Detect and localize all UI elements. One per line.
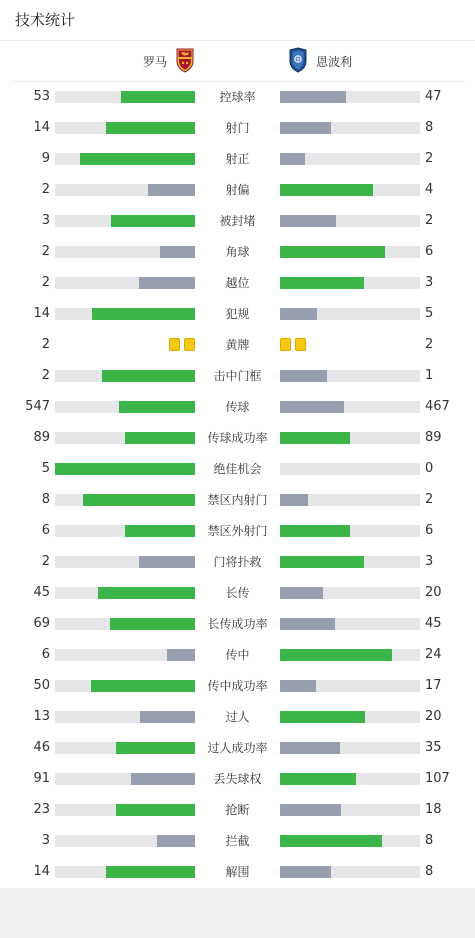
home-value: 3 xyxy=(41,213,50,228)
home-bar-track xyxy=(55,773,195,785)
stat-row-dribbles xyxy=(0,702,475,733)
away-bar-track xyxy=(280,370,420,382)
away-bar-fill xyxy=(280,308,317,320)
stat-row-cross-accuracy xyxy=(0,671,475,702)
home-bar-fill xyxy=(148,184,195,196)
stat-row-shots-off-target xyxy=(0,175,475,206)
home-bar-track xyxy=(55,432,195,444)
stat-row-blocked-shots xyxy=(0,206,475,237)
stat-label: 禁区内射门 xyxy=(207,493,268,507)
home-value: 3 xyxy=(41,833,50,848)
away-value: 3 xyxy=(425,275,434,290)
stat-label: 拦截 xyxy=(225,834,250,848)
stat-row-fouls xyxy=(0,299,475,330)
away-bar-fill xyxy=(280,742,340,754)
home-bar-fill xyxy=(125,525,195,537)
home-bar-fill xyxy=(98,587,195,599)
stat-row-crosses xyxy=(0,640,475,671)
away-bar-fill xyxy=(280,246,385,258)
home-value: 14 xyxy=(33,306,50,321)
away-yellow-cards xyxy=(280,338,420,352)
home-bar-fill xyxy=(139,277,195,289)
stat-label: 传球成功率 xyxy=(207,431,268,445)
home-bar-fill xyxy=(116,804,195,816)
home-bar-fill xyxy=(91,680,195,692)
home-bar-track xyxy=(55,401,195,413)
stat-row-woodwork xyxy=(0,361,475,392)
away-value: 1 xyxy=(425,368,434,383)
stat-label: 解围 xyxy=(225,865,250,879)
stat-label: 长传 xyxy=(225,586,250,600)
away-bar-fill xyxy=(280,587,323,599)
away-team[interactable] xyxy=(288,48,352,74)
stat-label: 绝佳机会 xyxy=(213,462,262,476)
home-bar-fill xyxy=(131,773,195,785)
home-value: 2 xyxy=(41,337,50,352)
away-bar-fill xyxy=(280,401,344,413)
home-value: 14 xyxy=(33,120,50,135)
away-bar-track xyxy=(280,835,420,847)
away-value: 2 xyxy=(425,492,434,507)
away-bar-track xyxy=(280,184,420,196)
home-bar-track xyxy=(55,711,195,723)
stat-row-possession xyxy=(0,82,475,113)
empoli-crest-icon xyxy=(288,47,308,76)
stat-row-shots-inside-box xyxy=(0,485,475,516)
stat-label: 击中门框 xyxy=(213,369,262,383)
away-bar-fill xyxy=(280,91,346,103)
home-value: 2 xyxy=(41,182,50,197)
stat-label: 抢断 xyxy=(225,803,250,817)
home-value: 6 xyxy=(41,523,50,538)
stat-row-clearances xyxy=(0,857,475,888)
stat-row-big-chances xyxy=(0,454,475,485)
away-bar-fill xyxy=(280,153,305,165)
home-bar-fill xyxy=(102,370,195,382)
away-value: 24 xyxy=(425,647,442,662)
stat-label: 禁区外射门 xyxy=(207,524,268,538)
stat-row-interceptions xyxy=(0,826,475,857)
away-bar-track xyxy=(280,742,420,754)
away-bar-fill xyxy=(280,525,350,537)
stat-row-long-ball-accuracy xyxy=(0,609,475,640)
stat-label: 射偏 xyxy=(225,183,250,197)
home-value: 2 xyxy=(41,244,50,259)
away-bar-track xyxy=(280,401,420,413)
stat-label: 传球 xyxy=(225,400,250,414)
home-bar-track xyxy=(55,494,195,506)
stat-label: 丢失球权 xyxy=(213,772,262,786)
home-bar-fill xyxy=(55,463,195,475)
away-bar-track xyxy=(280,556,420,568)
away-value: 17 xyxy=(425,678,442,693)
away-bar-fill xyxy=(280,556,364,568)
home-bar-track xyxy=(55,587,195,599)
home-value: 23 xyxy=(33,802,50,817)
away-bar-track xyxy=(280,122,420,134)
away-bar-track xyxy=(280,804,420,816)
home-bar-track xyxy=(55,308,195,320)
team-header xyxy=(0,41,475,81)
away-bar-fill xyxy=(280,618,335,630)
home-value: 14 xyxy=(33,864,50,879)
stat-row-shots xyxy=(0,113,475,144)
home-value: 2 xyxy=(41,275,50,290)
away-value: 3 xyxy=(425,554,434,569)
home-value: 46 xyxy=(33,740,50,755)
away-bar-fill xyxy=(280,215,336,227)
away-bar-track xyxy=(280,153,420,165)
home-bar-track xyxy=(55,835,195,847)
home-bar-fill xyxy=(119,401,195,413)
away-bar-track xyxy=(280,432,420,444)
away-bar-track xyxy=(280,308,420,320)
away-bar-track xyxy=(280,215,420,227)
home-bar-track xyxy=(55,649,195,661)
home-bar-track xyxy=(55,122,195,134)
away-bar-fill xyxy=(280,184,373,196)
away-value: 107 xyxy=(425,771,450,786)
stat-label: 传中 xyxy=(225,648,250,662)
home-value: 13 xyxy=(33,709,50,724)
stat-row-dribble-success xyxy=(0,733,475,764)
home-bar-fill xyxy=(106,866,195,878)
away-bar-track xyxy=(280,866,420,878)
away-value: 47 xyxy=(425,89,442,104)
stat-row-corners xyxy=(0,237,475,268)
away-bar-track xyxy=(280,711,420,723)
away-bar-track xyxy=(280,246,420,258)
stat-label: 犯规 xyxy=(225,307,250,321)
stat-label: 越位 xyxy=(225,276,250,290)
home-bar-fill xyxy=(116,742,196,754)
stat-label: 角球 xyxy=(225,245,250,259)
home-value: 89 xyxy=(33,430,50,445)
home-bar-track xyxy=(55,618,195,630)
home-yellow-cards xyxy=(55,338,195,352)
home-bar-track xyxy=(55,463,195,475)
stat-label: 射正 xyxy=(225,152,250,166)
away-bar-track xyxy=(280,773,420,785)
home-bar-fill xyxy=(83,494,195,506)
away-bar-track xyxy=(280,587,420,599)
away-bar-fill xyxy=(280,370,327,382)
stat-row-yellow-cards xyxy=(0,330,475,361)
away-bar-fill xyxy=(280,835,382,847)
home-value: 8 xyxy=(41,492,50,507)
yellow-card-icon xyxy=(184,338,195,351)
stat-label: 被封堵 xyxy=(219,214,256,228)
home-value: 2 xyxy=(41,554,50,569)
home-value: 9 xyxy=(41,151,50,166)
home-bar-track xyxy=(55,91,195,103)
away-bar-fill xyxy=(280,711,365,723)
away-bar-track xyxy=(280,525,420,537)
stat-label: 长传成功率 xyxy=(207,617,268,631)
away-value: 2 xyxy=(425,337,434,352)
away-value: 6 xyxy=(425,523,434,538)
away-bar-fill xyxy=(280,680,316,692)
away-value: 20 xyxy=(425,709,442,724)
stat-row-shots-outside-box xyxy=(0,516,475,547)
home-bar-track xyxy=(55,680,195,692)
away-value: 8 xyxy=(425,120,434,135)
away-value: 89 xyxy=(425,430,442,445)
away-value: 8 xyxy=(425,833,434,848)
home-bar-fill xyxy=(139,556,195,568)
home-value: 69 xyxy=(33,616,50,631)
home-bar-track xyxy=(55,556,195,568)
away-bar-track xyxy=(280,494,420,506)
home-bar-fill xyxy=(92,308,195,320)
away-value: 45 xyxy=(425,616,442,631)
home-bar-track xyxy=(55,525,195,537)
roma-crest-icon xyxy=(175,47,195,76)
away-value: 2 xyxy=(425,151,434,166)
home-value: 45 xyxy=(33,585,50,600)
stat-row-long-balls xyxy=(0,578,475,609)
stat-row-pass-accuracy xyxy=(0,423,475,454)
away-value: 8 xyxy=(425,864,434,879)
away-team-name: 恩波利 xyxy=(316,54,353,69)
home-team[interactable] xyxy=(143,48,195,74)
away-bar-fill xyxy=(280,866,331,878)
away-value: 6 xyxy=(425,244,434,259)
home-value: 53 xyxy=(33,89,50,104)
away-value: 20 xyxy=(425,585,442,600)
home-bar-fill xyxy=(167,649,195,661)
away-bar-track xyxy=(280,649,420,661)
away-value: 467 xyxy=(425,399,450,414)
away-bar-fill xyxy=(280,277,364,289)
yellow-card-icon xyxy=(280,338,291,351)
home-bar-track xyxy=(55,804,195,816)
stat-label: 过人成功率 xyxy=(207,741,268,755)
away-bar-track xyxy=(280,463,420,475)
home-bar-fill xyxy=(111,215,195,227)
home-bar-fill xyxy=(157,835,195,847)
home-bar-track xyxy=(55,246,195,258)
yellow-card-icon xyxy=(169,338,180,351)
away-value: 18 xyxy=(425,802,442,817)
stat-row-saves xyxy=(0,547,475,578)
home-bar-fill xyxy=(121,91,195,103)
away-bar-fill xyxy=(280,773,356,785)
away-value: 35 xyxy=(425,740,442,755)
stat-label: 黄牌 xyxy=(225,338,250,352)
home-bar-track xyxy=(55,370,195,382)
stat-row-tackles xyxy=(0,795,475,826)
stat-row-offsides xyxy=(0,268,475,299)
stat-label: 射门 xyxy=(225,121,250,135)
home-value: 6 xyxy=(41,647,50,662)
home-bar-track xyxy=(55,866,195,878)
home-bar-fill xyxy=(160,246,195,258)
home-value: 50 xyxy=(33,678,50,693)
stat-label: 传中成功率 xyxy=(207,679,268,693)
stat-label: 过人 xyxy=(225,710,250,724)
away-value: 5 xyxy=(425,306,434,321)
home-bar-track xyxy=(55,215,195,227)
away-value: 4 xyxy=(425,182,434,197)
home-bar-fill xyxy=(106,122,195,134)
home-value: 91 xyxy=(33,771,50,786)
stat-label: 控球率 xyxy=(219,90,256,104)
page-title: 技术统计 xyxy=(15,11,76,29)
away-value: 0 xyxy=(425,461,434,476)
home-team-name: 罗马 xyxy=(142,54,167,69)
home-value: 547 xyxy=(25,399,50,414)
away-bar-fill xyxy=(280,804,341,816)
home-bar-fill xyxy=(110,618,195,630)
away-bar-fill xyxy=(280,494,308,506)
home-bar-track xyxy=(55,277,195,289)
home-value: 2 xyxy=(41,368,50,383)
home-bar-track xyxy=(55,742,195,754)
stat-row-passes xyxy=(0,392,475,423)
stat-label: 门将扑救 xyxy=(213,555,262,569)
away-bar-track xyxy=(280,91,420,103)
away-bar-fill xyxy=(280,432,350,444)
home-bar-fill xyxy=(125,432,195,444)
away-value: 2 xyxy=(425,213,434,228)
away-bar-track xyxy=(280,618,420,630)
away-bar-track xyxy=(280,680,420,692)
home-bar-track xyxy=(55,184,195,196)
home-bar-track xyxy=(55,153,195,165)
home-value: 5 xyxy=(41,461,50,476)
home-bar-fill xyxy=(140,711,195,723)
stats-list xyxy=(0,82,475,888)
away-bar-track xyxy=(280,277,420,289)
away-bar-fill xyxy=(280,649,392,661)
stat-row-possession-lost xyxy=(0,764,475,795)
yellow-card-icon xyxy=(295,338,306,351)
stat-row-shots-on-target xyxy=(0,144,475,175)
away-bar-fill xyxy=(280,122,331,134)
home-bar-fill xyxy=(80,153,195,165)
